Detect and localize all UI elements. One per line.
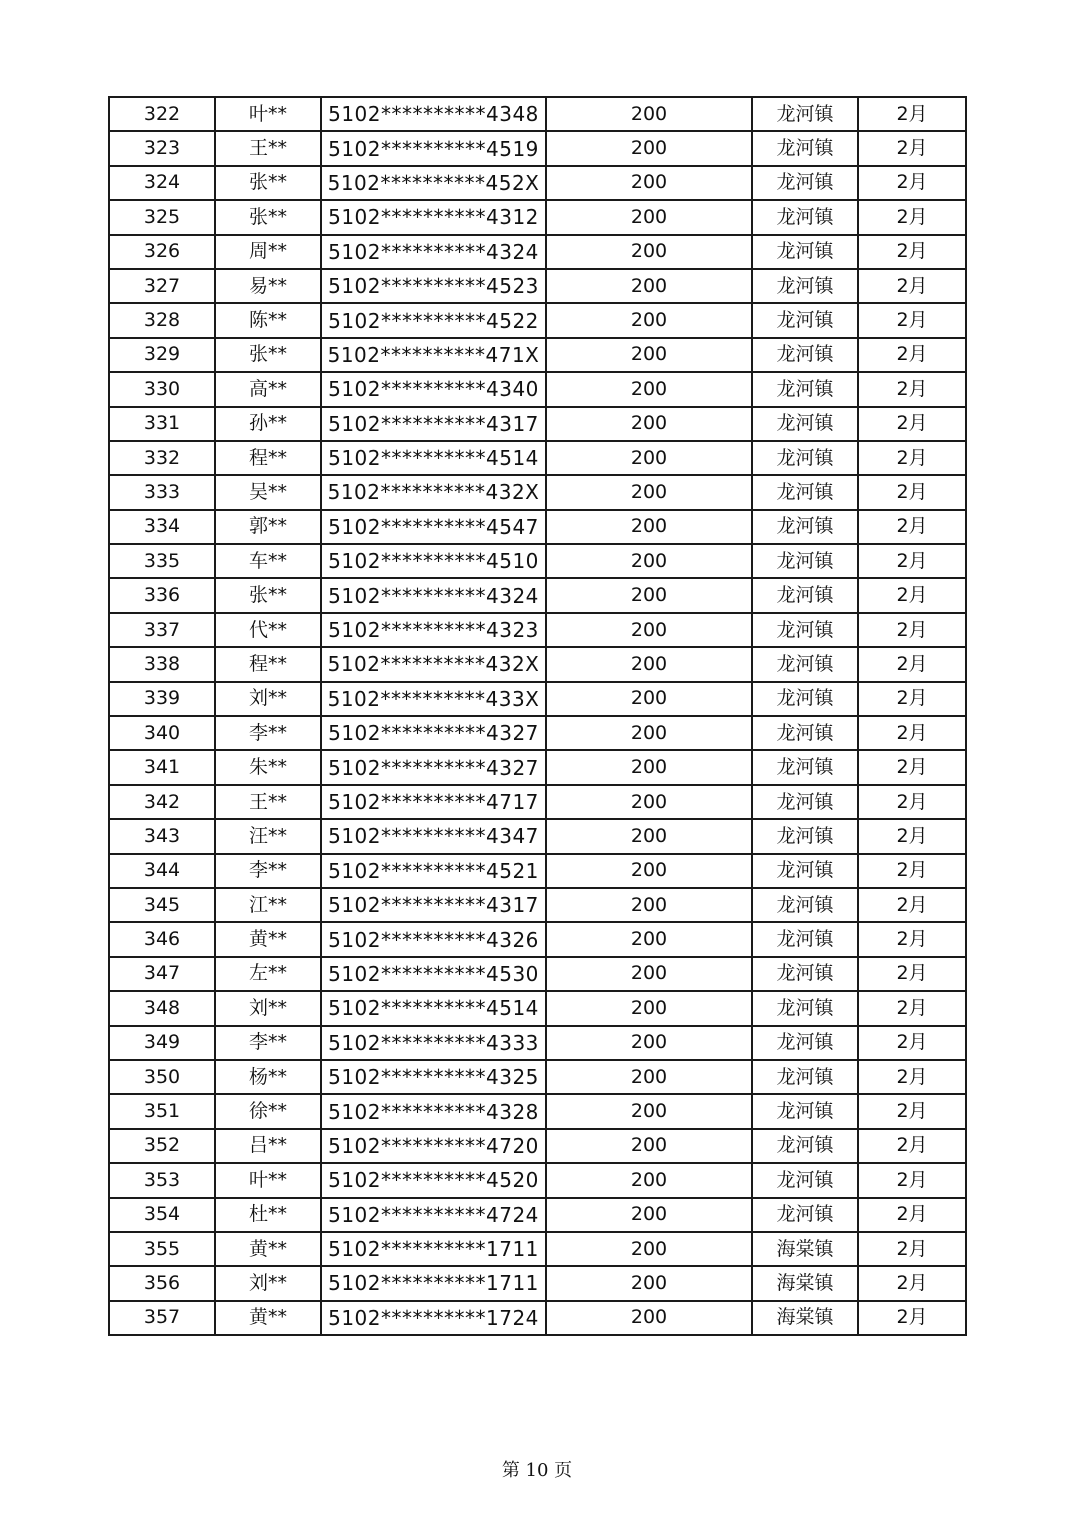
cell-town: 海棠镇 bbox=[752, 1232, 858, 1266]
cell-serial-number: 346 bbox=[109, 922, 215, 956]
cell-serial-number: 340 bbox=[109, 716, 215, 750]
cell-name: 王** bbox=[215, 785, 321, 819]
cell-town: 龙河镇 bbox=[752, 1060, 858, 1094]
cell-id-number: 5102**********4519 bbox=[321, 131, 546, 165]
page-number: 第 10 页 bbox=[501, 1460, 573, 1481]
cell-amount: 200 bbox=[546, 1163, 752, 1197]
cell-serial-number: 332 bbox=[109, 441, 215, 475]
cell-serial-number: 352 bbox=[109, 1129, 215, 1163]
cell-name: 李** bbox=[215, 1026, 321, 1060]
cell-month: 2月 bbox=[858, 544, 966, 578]
cell-id-number: 5102**********452X bbox=[321, 166, 546, 200]
cell-amount: 200 bbox=[546, 1232, 752, 1266]
cell-amount: 200 bbox=[546, 97, 752, 131]
cell-name: 汪** bbox=[215, 819, 321, 853]
cell-town: 龙河镇 bbox=[752, 235, 858, 269]
cell-town: 海棠镇 bbox=[752, 1266, 858, 1300]
cell-month: 2月 bbox=[858, 1301, 966, 1335]
cell-id-number: 5102**********4514 bbox=[321, 991, 546, 1025]
cell-name: 李** bbox=[215, 854, 321, 888]
table-row bbox=[109, 922, 966, 956]
table-row bbox=[109, 510, 966, 544]
cell-amount: 200 bbox=[546, 647, 752, 681]
table-row bbox=[109, 888, 966, 922]
cell-amount: 200 bbox=[546, 1060, 752, 1094]
cell-serial-number: 353 bbox=[109, 1163, 215, 1197]
cell-month: 2月 bbox=[858, 407, 966, 441]
cell-amount: 200 bbox=[546, 716, 752, 750]
cell-serial-number: 337 bbox=[109, 613, 215, 647]
cell-amount: 200 bbox=[546, 510, 752, 544]
cell-serial-number: 333 bbox=[109, 475, 215, 509]
cell-month: 2月 bbox=[858, 269, 966, 303]
cell-month: 2月 bbox=[858, 647, 966, 681]
cell-serial-number: 323 bbox=[109, 131, 215, 165]
cell-month: 2月 bbox=[858, 819, 966, 853]
cell-town: 龙河镇 bbox=[752, 922, 858, 956]
table-row bbox=[109, 441, 966, 475]
cell-town: 龙河镇 bbox=[752, 1198, 858, 1232]
cell-town: 龙河镇 bbox=[752, 200, 858, 234]
table-row bbox=[109, 819, 966, 853]
cell-id-number: 5102**********4717 bbox=[321, 785, 546, 819]
cell-amount: 200 bbox=[546, 682, 752, 716]
table-row bbox=[109, 991, 966, 1025]
cell-id-number: 5102**********4521 bbox=[321, 854, 546, 888]
cell-town: 龙河镇 bbox=[752, 682, 858, 716]
cell-name: 叶** bbox=[215, 1163, 321, 1197]
table-row bbox=[109, 1026, 966, 1060]
cell-town: 海棠镇 bbox=[752, 1301, 858, 1335]
cell-name: 刘** bbox=[215, 991, 321, 1025]
cell-month: 2月 bbox=[858, 682, 966, 716]
cell-name: 李** bbox=[215, 716, 321, 750]
cell-amount: 200 bbox=[546, 200, 752, 234]
cell-serial-number: 334 bbox=[109, 510, 215, 544]
cell-serial-number: 357 bbox=[109, 1301, 215, 1335]
cell-id-number: 5102**********1711 bbox=[321, 1266, 546, 1300]
table-row bbox=[109, 1232, 966, 1266]
cell-amount: 200 bbox=[546, 235, 752, 269]
cell-name: 王** bbox=[215, 131, 321, 165]
cell-amount: 200 bbox=[546, 578, 752, 612]
cell-serial-number: 338 bbox=[109, 647, 215, 681]
cell-serial-number: 350 bbox=[109, 1060, 215, 1094]
cell-name: 江** bbox=[215, 888, 321, 922]
cell-town: 龙河镇 bbox=[752, 854, 858, 888]
cell-month: 2月 bbox=[858, 991, 966, 1025]
cell-month: 2月 bbox=[858, 1266, 966, 1300]
cell-month: 2月 bbox=[858, 922, 966, 956]
cell-name: 左** bbox=[215, 957, 321, 991]
cell-name: 黄** bbox=[215, 1232, 321, 1266]
cell-month: 2月 bbox=[858, 475, 966, 509]
table-row bbox=[109, 613, 966, 647]
cell-id-number: 5102**********432X bbox=[321, 647, 546, 681]
cell-month: 2月 bbox=[858, 235, 966, 269]
cell-serial-number: 335 bbox=[109, 544, 215, 578]
cell-month: 2月 bbox=[858, 957, 966, 991]
table-row bbox=[109, 131, 966, 165]
cell-amount: 200 bbox=[546, 1301, 752, 1335]
cell-id-number: 5102**********4324 bbox=[321, 578, 546, 612]
table-row bbox=[109, 235, 966, 269]
cell-amount: 200 bbox=[546, 166, 752, 200]
cell-id-number: 5102**********4327 bbox=[321, 750, 546, 784]
cell-serial-number: 342 bbox=[109, 785, 215, 819]
cell-town: 龙河镇 bbox=[752, 957, 858, 991]
cell-serial-number: 345 bbox=[109, 888, 215, 922]
cell-serial-number: 331 bbox=[109, 407, 215, 441]
cell-town: 龙河镇 bbox=[752, 613, 858, 647]
cell-amount: 200 bbox=[546, 819, 752, 853]
cell-name: 易** bbox=[215, 269, 321, 303]
cell-town: 龙河镇 bbox=[752, 750, 858, 784]
cell-serial-number: 343 bbox=[109, 819, 215, 853]
cell-town: 龙河镇 bbox=[752, 716, 858, 750]
cell-serial-number: 351 bbox=[109, 1094, 215, 1128]
cell-month: 2月 bbox=[858, 166, 966, 200]
cell-month: 2月 bbox=[858, 613, 966, 647]
cell-serial-number: 327 bbox=[109, 269, 215, 303]
cell-amount: 200 bbox=[546, 750, 752, 784]
cell-amount: 200 bbox=[546, 1198, 752, 1232]
cell-town: 龙河镇 bbox=[752, 1129, 858, 1163]
cell-town: 龙河镇 bbox=[752, 338, 858, 372]
cell-town: 龙河镇 bbox=[752, 888, 858, 922]
cell-month: 2月 bbox=[858, 785, 966, 819]
cell-serial-number: 354 bbox=[109, 1198, 215, 1232]
table-row bbox=[109, 1301, 966, 1335]
table-row bbox=[109, 785, 966, 819]
cell-name: 叶** bbox=[215, 97, 321, 131]
cell-id-number: 5102**********4522 bbox=[321, 303, 546, 337]
cell-id-number: 5102**********4333 bbox=[321, 1026, 546, 1060]
cell-serial-number: 326 bbox=[109, 235, 215, 269]
cell-amount: 200 bbox=[546, 475, 752, 509]
cell-serial-number: 355 bbox=[109, 1232, 215, 1266]
cell-month: 2月 bbox=[858, 1060, 966, 1094]
cell-serial-number: 336 bbox=[109, 578, 215, 612]
cell-id-number: 5102**********4514 bbox=[321, 441, 546, 475]
cell-id-number: 5102**********4724 bbox=[321, 1198, 546, 1232]
cell-amount: 200 bbox=[546, 1266, 752, 1300]
cell-month: 2月 bbox=[858, 510, 966, 544]
table-row bbox=[109, 957, 966, 991]
cell-amount: 200 bbox=[546, 888, 752, 922]
cell-serial-number: 325 bbox=[109, 200, 215, 234]
cell-amount: 200 bbox=[546, 544, 752, 578]
table-row bbox=[109, 1198, 966, 1232]
cell-month: 2月 bbox=[858, 1232, 966, 1266]
cell-month: 2月 bbox=[858, 888, 966, 922]
cell-town: 龙河镇 bbox=[752, 819, 858, 853]
cell-id-number: 5102**********4312 bbox=[321, 200, 546, 234]
table-row bbox=[109, 544, 966, 578]
cell-serial-number: 344 bbox=[109, 854, 215, 888]
cell-id-number: 5102**********4530 bbox=[321, 957, 546, 991]
cell-town: 龙河镇 bbox=[752, 991, 858, 1025]
roster-table bbox=[108, 96, 967, 1336]
cell-town: 龙河镇 bbox=[752, 1163, 858, 1197]
cell-name: 黄** bbox=[215, 1301, 321, 1335]
cell-amount: 200 bbox=[546, 131, 752, 165]
cell-id-number: 5102**********4327 bbox=[321, 716, 546, 750]
cell-amount: 200 bbox=[546, 269, 752, 303]
cell-id-number: 5102**********433X bbox=[321, 682, 546, 716]
table-row bbox=[109, 1266, 966, 1300]
cell-town: 龙河镇 bbox=[752, 475, 858, 509]
cell-name: 黄** bbox=[215, 922, 321, 956]
cell-serial-number: 330 bbox=[109, 372, 215, 406]
cell-id-number: 5102**********4547 bbox=[321, 510, 546, 544]
cell-town: 龙河镇 bbox=[752, 510, 858, 544]
cell-amount: 200 bbox=[546, 441, 752, 475]
table-row bbox=[109, 1094, 966, 1128]
cell-serial-number: 329 bbox=[109, 338, 215, 372]
cell-id-number: 5102**********4317 bbox=[321, 888, 546, 922]
cell-month: 2月 bbox=[858, 578, 966, 612]
cell-id-number: 5102**********4720 bbox=[321, 1129, 546, 1163]
cell-name: 张** bbox=[215, 578, 321, 612]
roster-table-body bbox=[109, 97, 966, 1335]
cell-town: 龙河镇 bbox=[752, 1026, 858, 1060]
cell-name: 朱** bbox=[215, 750, 321, 784]
cell-id-number: 5102**********4347 bbox=[321, 819, 546, 853]
cell-name: 张** bbox=[215, 338, 321, 372]
cell-name: 程** bbox=[215, 647, 321, 681]
cell-name: 张** bbox=[215, 200, 321, 234]
cell-month: 2月 bbox=[858, 303, 966, 337]
cell-id-number: 5102**********4340 bbox=[321, 372, 546, 406]
cell-month: 2月 bbox=[858, 338, 966, 372]
cell-town: 龙河镇 bbox=[752, 544, 858, 578]
cell-serial-number: 356 bbox=[109, 1266, 215, 1300]
cell-id-number: 5102**********4328 bbox=[321, 1094, 546, 1128]
cell-town: 龙河镇 bbox=[752, 1094, 858, 1128]
cell-month: 2月 bbox=[858, 1129, 966, 1163]
cell-id-number: 5102**********471X bbox=[321, 338, 546, 372]
cell-town: 龙河镇 bbox=[752, 269, 858, 303]
cell-id-number: 5102**********4510 bbox=[321, 544, 546, 578]
table-row bbox=[109, 200, 966, 234]
cell-amount: 200 bbox=[546, 957, 752, 991]
cell-month: 2月 bbox=[858, 1198, 966, 1232]
cell-id-number: 5102**********4523 bbox=[321, 269, 546, 303]
cell-id-number: 5102**********4348 bbox=[321, 97, 546, 131]
cell-month: 2月 bbox=[858, 1094, 966, 1128]
cell-month: 2月 bbox=[858, 372, 966, 406]
cell-name: 刘** bbox=[215, 682, 321, 716]
table-row bbox=[109, 303, 966, 337]
cell-serial-number: 349 bbox=[109, 1026, 215, 1060]
cell-town: 龙河镇 bbox=[752, 166, 858, 200]
cell-town: 龙河镇 bbox=[752, 785, 858, 819]
cell-name: 张** bbox=[215, 166, 321, 200]
cell-name: 郭** bbox=[215, 510, 321, 544]
cell-id-number: 5102**********1711 bbox=[321, 1232, 546, 1266]
cell-id-number: 5102**********1724 bbox=[321, 1301, 546, 1335]
cell-name: 代** bbox=[215, 613, 321, 647]
cell-town: 龙河镇 bbox=[752, 372, 858, 406]
cell-town: 龙河镇 bbox=[752, 441, 858, 475]
cell-town: 龙河镇 bbox=[752, 303, 858, 337]
cell-month: 2月 bbox=[858, 854, 966, 888]
table-row bbox=[109, 1163, 966, 1197]
cell-id-number: 5102**********4317 bbox=[321, 407, 546, 441]
cell-month: 2月 bbox=[858, 97, 966, 131]
table-row bbox=[109, 854, 966, 888]
cell-id-number: 5102**********4324 bbox=[321, 235, 546, 269]
cell-serial-number: 322 bbox=[109, 97, 215, 131]
cell-amount: 200 bbox=[546, 303, 752, 337]
cell-serial-number: 328 bbox=[109, 303, 215, 337]
cell-amount: 200 bbox=[546, 338, 752, 372]
cell-amount: 200 bbox=[546, 922, 752, 956]
cell-name: 徐** bbox=[215, 1094, 321, 1128]
cell-month: 2月 bbox=[858, 716, 966, 750]
cell-name: 车** bbox=[215, 544, 321, 578]
cell-name: 刘** bbox=[215, 1266, 321, 1300]
cell-serial-number: 348 bbox=[109, 991, 215, 1025]
cell-id-number: 5102**********4520 bbox=[321, 1163, 546, 1197]
cell-town: 龙河镇 bbox=[752, 578, 858, 612]
table-row bbox=[109, 716, 966, 750]
table-row bbox=[109, 1060, 966, 1094]
cell-serial-number: 341 bbox=[109, 750, 215, 784]
cell-name: 孙** bbox=[215, 407, 321, 441]
cell-amount: 200 bbox=[546, 1129, 752, 1163]
table-row bbox=[109, 407, 966, 441]
cell-amount: 200 bbox=[546, 1026, 752, 1060]
cell-id-number: 5102**********4326 bbox=[321, 922, 546, 956]
cell-amount: 200 bbox=[546, 372, 752, 406]
table-row bbox=[109, 269, 966, 303]
cell-serial-number: 347 bbox=[109, 957, 215, 991]
cell-amount: 200 bbox=[546, 854, 752, 888]
table-row bbox=[109, 475, 966, 509]
cell-amount: 200 bbox=[546, 1094, 752, 1128]
cell-name: 吕** bbox=[215, 1129, 321, 1163]
cell-amount: 200 bbox=[546, 613, 752, 647]
table-row bbox=[109, 1129, 966, 1163]
cell-serial-number: 339 bbox=[109, 682, 215, 716]
table-row bbox=[109, 647, 966, 681]
cell-name: 杜** bbox=[215, 1198, 321, 1232]
table-row bbox=[109, 682, 966, 716]
table-row bbox=[109, 578, 966, 612]
cell-id-number: 5102**********432X bbox=[321, 475, 546, 509]
cell-town: 龙河镇 bbox=[752, 131, 858, 165]
cell-month: 2月 bbox=[858, 441, 966, 475]
cell-name: 杨** bbox=[215, 1060, 321, 1094]
cell-serial-number: 324 bbox=[109, 166, 215, 200]
cell-amount: 200 bbox=[546, 407, 752, 441]
cell-name: 程** bbox=[215, 441, 321, 475]
cell-amount: 200 bbox=[546, 785, 752, 819]
cell-town: 龙河镇 bbox=[752, 97, 858, 131]
table-row bbox=[109, 166, 966, 200]
cell-id-number: 5102**********4325 bbox=[321, 1060, 546, 1094]
table-row bbox=[109, 97, 966, 131]
cell-amount: 200 bbox=[546, 991, 752, 1025]
table-row bbox=[109, 750, 966, 784]
cell-name: 周** bbox=[215, 235, 321, 269]
cell-month: 2月 bbox=[858, 1026, 966, 1060]
cell-month: 2月 bbox=[858, 131, 966, 165]
cell-town: 龙河镇 bbox=[752, 407, 858, 441]
cell-month: 2月 bbox=[858, 1163, 966, 1197]
table-row bbox=[109, 372, 966, 406]
cell-name: 吴** bbox=[215, 475, 321, 509]
cell-month: 2月 bbox=[858, 750, 966, 784]
table-row bbox=[109, 338, 966, 372]
cell-month: 2月 bbox=[858, 200, 966, 234]
cell-name: 陈** bbox=[215, 303, 321, 337]
cell-name: 高** bbox=[215, 372, 321, 406]
cell-town: 龙河镇 bbox=[752, 647, 858, 681]
cell-id-number: 5102**********4323 bbox=[321, 613, 546, 647]
